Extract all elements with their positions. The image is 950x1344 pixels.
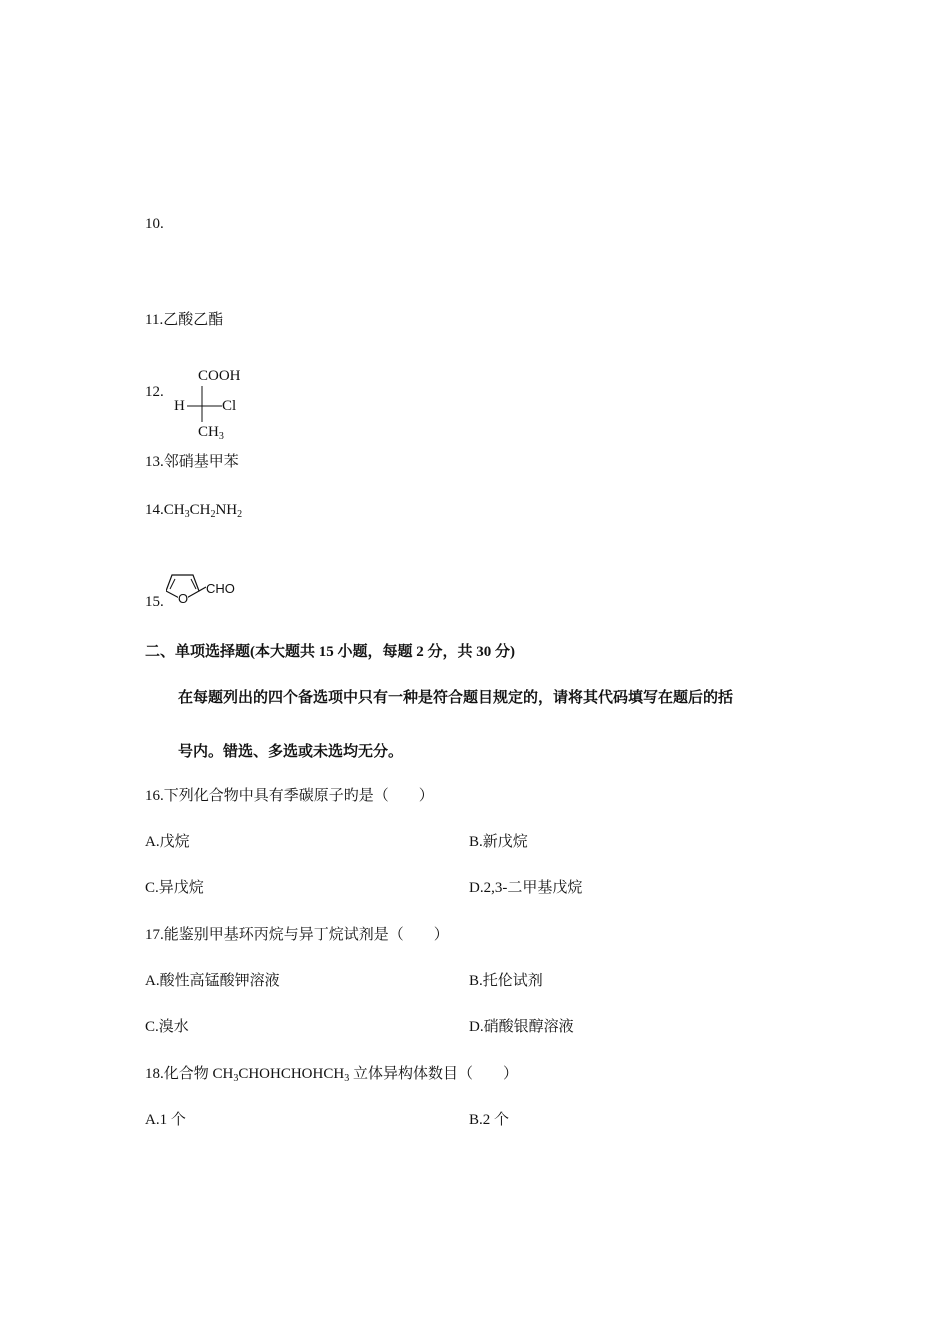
- section-instruction-line1: 在每题列出的四个备选项中只有一种是符合题目规定的，请将其代码填写在题后的括: [178, 690, 734, 706]
- item-12-number: 12.: [145, 384, 164, 400]
- question-18-option-a: A.1 个: [145, 1112, 186, 1128]
- question-16-option-b: B.新戊烷: [469, 834, 528, 850]
- item-13: 13.邻硝基甲苯: [145, 454, 239, 470]
- question-17-option-c: C.溴水: [145, 1019, 189, 1035]
- section-instruction-line2: 号内。错选、多选或未选均无分。: [178, 744, 404, 760]
- ring-oxygen-label: O: [178, 591, 189, 606]
- fischer-right-group: Cl: [222, 398, 237, 414]
- item-11: 11.乙酸乙酯: [145, 312, 224, 328]
- fischer-left-group: H: [174, 398, 185, 414]
- question-18-stem: 18.化合物 $CH_3CHOHCHOHCH_3$ 立体异构体数目（ ）: [145, 1066, 518, 1084]
- question-16-option-c: C.异戊烷: [145, 880, 204, 896]
- question-16-option-a: A.戊烷: [145, 834, 190, 850]
- question-16-stem: 16.下列化合物中具有季碳原子旳是（ ）: [145, 788, 434, 804]
- fischer-bottom-group: $CH_3$: [198, 424, 224, 442]
- question-17-stem: 17.能鉴别甲基环丙烷与异丁烷试剂是（ ）: [145, 927, 449, 943]
- item-14: $14.CH_3CH_2NH_2$: [145, 502, 243, 520]
- item-15-number: 15.: [145, 594, 164, 610]
- fischer-cross-lines: [170, 366, 260, 446]
- question-17-option-d: D.硝酸银醇溶液: [469, 1019, 574, 1035]
- question-18-option-b: B.2 个: [469, 1112, 510, 1128]
- question-17-option-b: B.托伦试剂: [469, 973, 543, 989]
- question-16-option-d: D.2,3-二甲基戊烷: [469, 880, 583, 896]
- item-10: 10.: [145, 216, 164, 232]
- fischer-top-group: COOH: [198, 368, 241, 384]
- furfural-structure: [166, 562, 246, 612]
- aldehyde-label: CHO: [206, 581, 235, 596]
- question-17-option-a: A.酸性高锰酸钾溶液: [145, 973, 280, 989]
- fischer-projection: [170, 366, 260, 446]
- section-heading: 二、单项选择题(本大题共 15 小题，每题 2 分，共 30 分): [145, 644, 515, 660]
